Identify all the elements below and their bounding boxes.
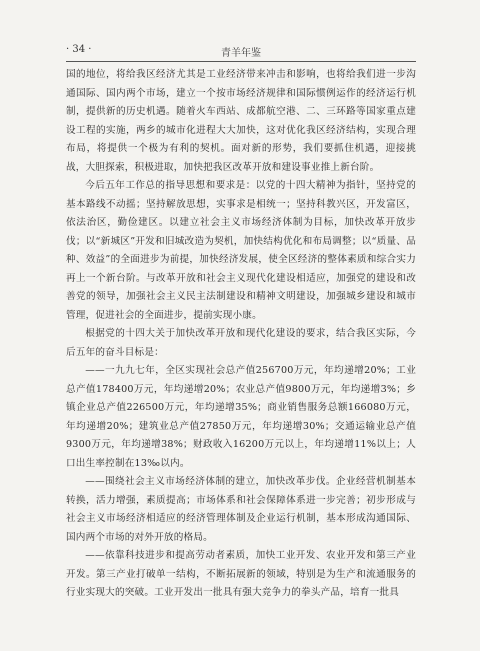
paragraph: ——围绕社会主义市场经济体制的建立，加快改革步伐。企业经营机制基本转换，活力增强，素质提高；市场体系和社会保障体系进一步完善；初步形成与社会主义市场经济相适应的经济管理体制及企业运行机制，基本形成沟通国际、国内两个市场的对外开放的格局。 — [66, 476, 416, 543]
header-rule — [66, 61, 416, 62]
running-header — [66, 44, 416, 58]
paragraph: ——依靠科技进步和提高劳动者素质，加快工业开发、农业开发和第三产业开发。第三产业打破单一结构，不断拓展新的领域，特别是为生产和流通服务的行业实现大的突破。工业开发出一批具有强大竞争力的拳头产品，培育一批具 — [66, 550, 416, 598]
paragraph: ——一九九七年，全区实现社会总产值256700万元，年均递增20%；工业总产值178400万元，年均递增20%；农业总产值9800万元，年均递增3%；乡镇企业总产值226500万元，年均递增35%；商业销售服务总额166080万元，年均递增20%；建筑业总产值27850万元，年均递增30%；交通运输业总产值9300万元，年均递增38%；财政收入16200万元以上，年均递增11%以上；人口出生率控制在13‰以内。 — [66, 365, 416, 469]
page-number: · 34 · — [66, 44, 92, 55]
body-text — [66, 66, 416, 603]
paragraph: 今后五年工作总的指导思想和要求是：以党的十四大精神为指针，坚持党的基本路线不动摇；坚持解放思想，实事求是相统一；坚持科教兴区，开发富区，依法治区，勤俭建区。以建立社会主义市场经济体制为目标，加快改革开放步伐；以“新城区”开发和旧城改造为契机，加快结构优化和布局调整；以“质量、品种、效益”的全面进步为前提，加快经济发展，使全区经济的整体素质和综合实力再上一个新台阶。与改革开放和社会主义现代化建设相适应，加强党的建设和改善党的领导，加强社会主义民主法制建设和精神文明建设，加强城乡建设和城市管理，促进社会的全面进步，提前实现小康。 — [66, 180, 416, 321]
paragraph: 国的地位，将给我区经济尤其是工业经济带来冲击和影响，也将给我们进一步沟通国际、国内两个市场，建立一个按市场经济规律和国际惯例运作的经济运行机制，提供新的历史机遇。随着火车西站、成都航空港、二、三环路等国家重点建设工程的实施，两乡的城市化进程大大加快，这对优化我区经济结构，实现合理布局，将提供一个极为有利的契机。面对新的形势，我们要抓住机遇，迎接挑战，大胆探索，积极进取，加快把我区改革开放和建设事业推上新台阶。 — [66, 69, 416, 173]
paragraph: 根据党的十四大关于加快改革开放和现代化建设的要求，结合我区实际，今后五年的奋斗目标是： — [66, 328, 416, 358]
book-title: 青羊年鉴 — [221, 48, 261, 59]
